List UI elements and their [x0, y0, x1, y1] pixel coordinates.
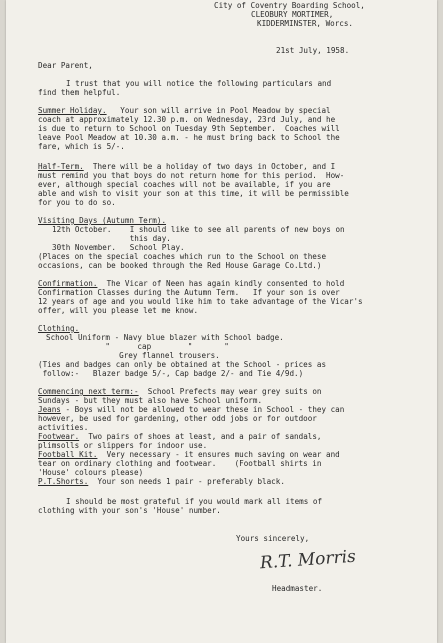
summer-text: Your son will arrive in Pool Meadow by special	[120, 106, 331, 115]
signature: R.T. Morris	[259, 546, 357, 574]
summer-text: leave Pool Meadow at 10.30 a.m. - he must bring back to School the	[38, 133, 340, 142]
clothing-text: School Uniform - Navy blue blazer with School badge.	[46, 333, 284, 342]
football-kit-text: tear on ordinary clothing and footwear. (Football shirts in	[38, 459, 322, 468]
jeans-text: however, be used for gardening, other odd jobs or for outdoor	[38, 414, 317, 423]
half-term-text: There will be a holiday of two days in October, and I	[92, 162, 336, 171]
letter-date: 21st July, 1958.	[276, 46, 350, 55]
half-term-heading: Half-Term.	[38, 162, 84, 171]
intro-line: find them helpful.	[38, 88, 121, 97]
closing-line: clothing with your son's 'House' number.	[38, 506, 221, 515]
jeans-text: - Boys will not be allowed to wear these in School - they can	[65, 405, 345, 414]
summer-text: is due to return to School on Tuesday 9th September. Coaches will	[38, 124, 340, 133]
next-term-text: School Prefects may wear grey suits on	[147, 387, 322, 396]
clothing-text: Grey flannel trousers.	[46, 351, 220, 360]
clothing-text: (Ties and badges can only be obtained at the School - prices as	[38, 360, 327, 369]
visiting-days-text: 30th November. School Play.	[52, 243, 185, 252]
football-kit-text: Very necessary - it ensures much saving on wear and	[106, 450, 340, 459]
headmaster-title: Headmaster.	[272, 584, 323, 593]
footwear-line	[38, 432, 321, 441]
footwear-text: Two pairs of shoes at least, and a pair of sandals,	[88, 432, 322, 441]
next-term-heading: Commencing next term:-	[38, 387, 139, 396]
yours-sincerely: Yours sincerely,	[236, 534, 310, 543]
salutation: Dear Parent,	[38, 61, 93, 70]
confirmation-text: 12 years of age and you would like him to take advantage of the Vicar's	[38, 297, 363, 306]
visiting-days-text: (Places on the special coaches which run to the School on these	[38, 252, 327, 261]
half-term-line	[38, 162, 335, 171]
summer-text: fare, which is 5/-.	[38, 142, 125, 151]
school-town: KIDDERMINSTER, Worcs.	[257, 19, 354, 28]
visiting-days-text: 12th October. I should like to see all parents of new boys on	[52, 225, 345, 234]
confirmation-text: offer, will you please let me know.	[38, 306, 199, 315]
pt-shorts-heading: P.T.Shorts.	[38, 477, 89, 486]
intro-line: I trust that you will notice the following particulars and	[66, 79, 332, 88]
half-term-text: ever, although special coaches will not be available, if you are	[38, 180, 331, 189]
next-term-line	[38, 387, 321, 396]
closing-line: I should be most grateful if you would mark all items of	[66, 497, 323, 506]
visiting-days-text: occasions, can be booked through the Red House Garage Co.Ltd.)	[38, 261, 322, 270]
jeans-text: activities.	[38, 423, 89, 432]
summer-text: coach at approximately 12.30 p.m. on Wednesday, 23rd July, and he	[38, 115, 336, 124]
visiting-days-heading: Visiting Days (Autumn Term).	[38, 216, 167, 225]
visiting-days-text: this day.	[52, 234, 171, 243]
footwear-text: plimsolls or slippers for indoor use.	[38, 441, 208, 450]
confirmation-line	[38, 279, 344, 288]
confirmation-heading: Confirmation.	[38, 279, 98, 288]
next-term-text: Sundays - but they must also have School uniform.	[38, 396, 263, 405]
letter-page	[6, 0, 437, 643]
summer-holiday-line	[38, 106, 331, 115]
summer-holiday-heading: Summer Holiday.	[38, 106, 107, 115]
pt-shorts-line	[38, 477, 285, 486]
clothing-text: " cap " "	[46, 342, 229, 351]
jeans-heading: Jeans	[38, 405, 61, 414]
confirmation-text: The Vicar of Neen has again kindly consented to hold	[106, 279, 345, 288]
school-name: City of Coventry Boarding School,	[214, 1, 365, 10]
half-term-text: must remind you that boys do not return home for this period. How-	[38, 171, 345, 180]
clothing-text: follow:- Blazer badge 5/-, Cap badge 2/- and Tie 4/9d.)	[38, 369, 304, 378]
clothing-heading: Clothing.	[38, 324, 80, 333]
half-term-text: able and wish to visit your son at this time, it will be permissible	[38, 189, 349, 198]
confirmation-text: Confirmation Classes during the Autumn Term. If your son is over	[38, 288, 340, 297]
football-kit-heading: Football Kit.	[38, 450, 98, 459]
jeans-line	[38, 405, 344, 414]
half-term-text: for you to do so.	[38, 198, 116, 207]
pt-shorts-text: Your son needs 1 pair - preferably black.	[97, 477, 285, 486]
football-kit-line	[38, 450, 340, 459]
school-address-line: CLEOBURY MORTIMER,	[251, 10, 334, 19]
football-kit-text: 'House' colours please)	[38, 468, 144, 477]
footwear-heading: Footwear.	[38, 432, 80, 441]
